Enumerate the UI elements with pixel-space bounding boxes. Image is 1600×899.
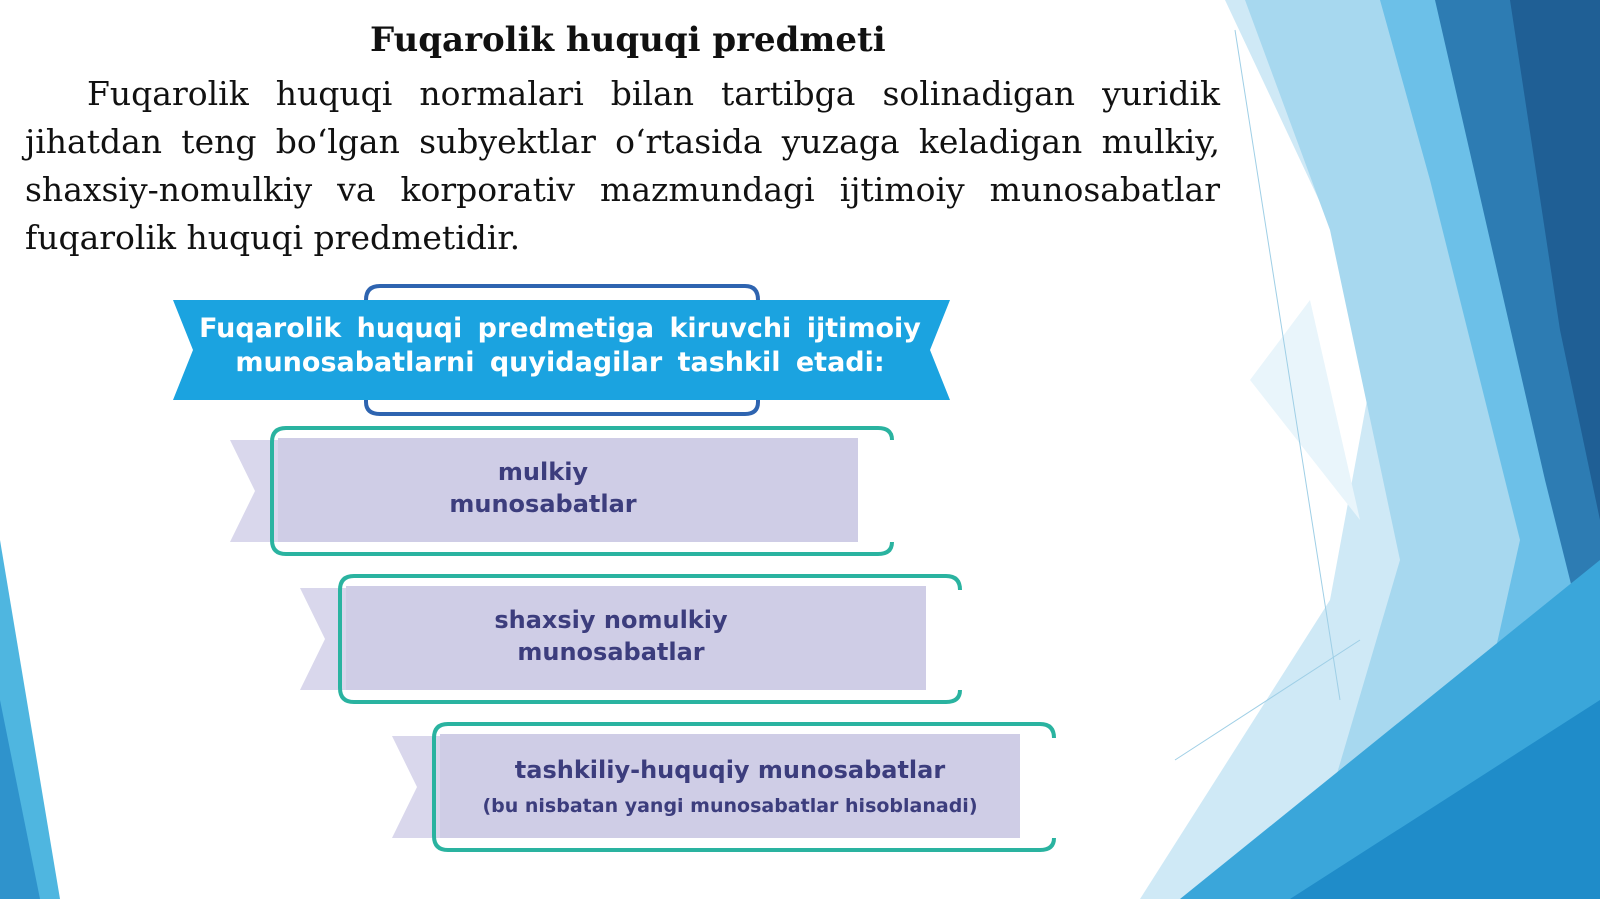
relation-label-2-line-2: munosabatlar [517, 638, 705, 666]
relation-label-3 [440, 752, 1020, 824]
relation-label-1 [278, 456, 808, 520]
relation-label-2 [346, 604, 876, 668]
relation-label-2-line-1: shaxsiy nomulkiy [494, 606, 728, 634]
banner-text [180, 312, 940, 380]
banner-line-1: Fuqarolik huquqi predmetiga kiruvchi ijtimoiy [199, 313, 921, 344]
banner-line-2: munosabatlarni quyidagilar tashkil etadi: [235, 347, 885, 378]
relation-label-1-line-1: mulkiy [497, 458, 589, 486]
relation-label-1-line-2: munosabatlar [449, 490, 637, 518]
relation-label-3-line-2: (bu nisbatan yangi munosabatlar hisoblanadi) [482, 795, 978, 817]
definition-paragraph: Fuqarolik huquqi normalari bilan tartibga solinadigan yuridik jihatdan teng bo‘lgan subyektlar o‘rtasida yuzaga keladigan mulkiy, shaxsiy-nomulkiy va korporativ mazmundagi ijtimoiy munosabatlar fuqarolik huquqi predmetidir. [25, 74, 1220, 257]
relation-label-3-line-1: tashkiliy-huquqiy munosabatlar [514, 756, 946, 784]
slide-title: Fuqarolik huquqi predmeti [370, 20, 886, 60]
